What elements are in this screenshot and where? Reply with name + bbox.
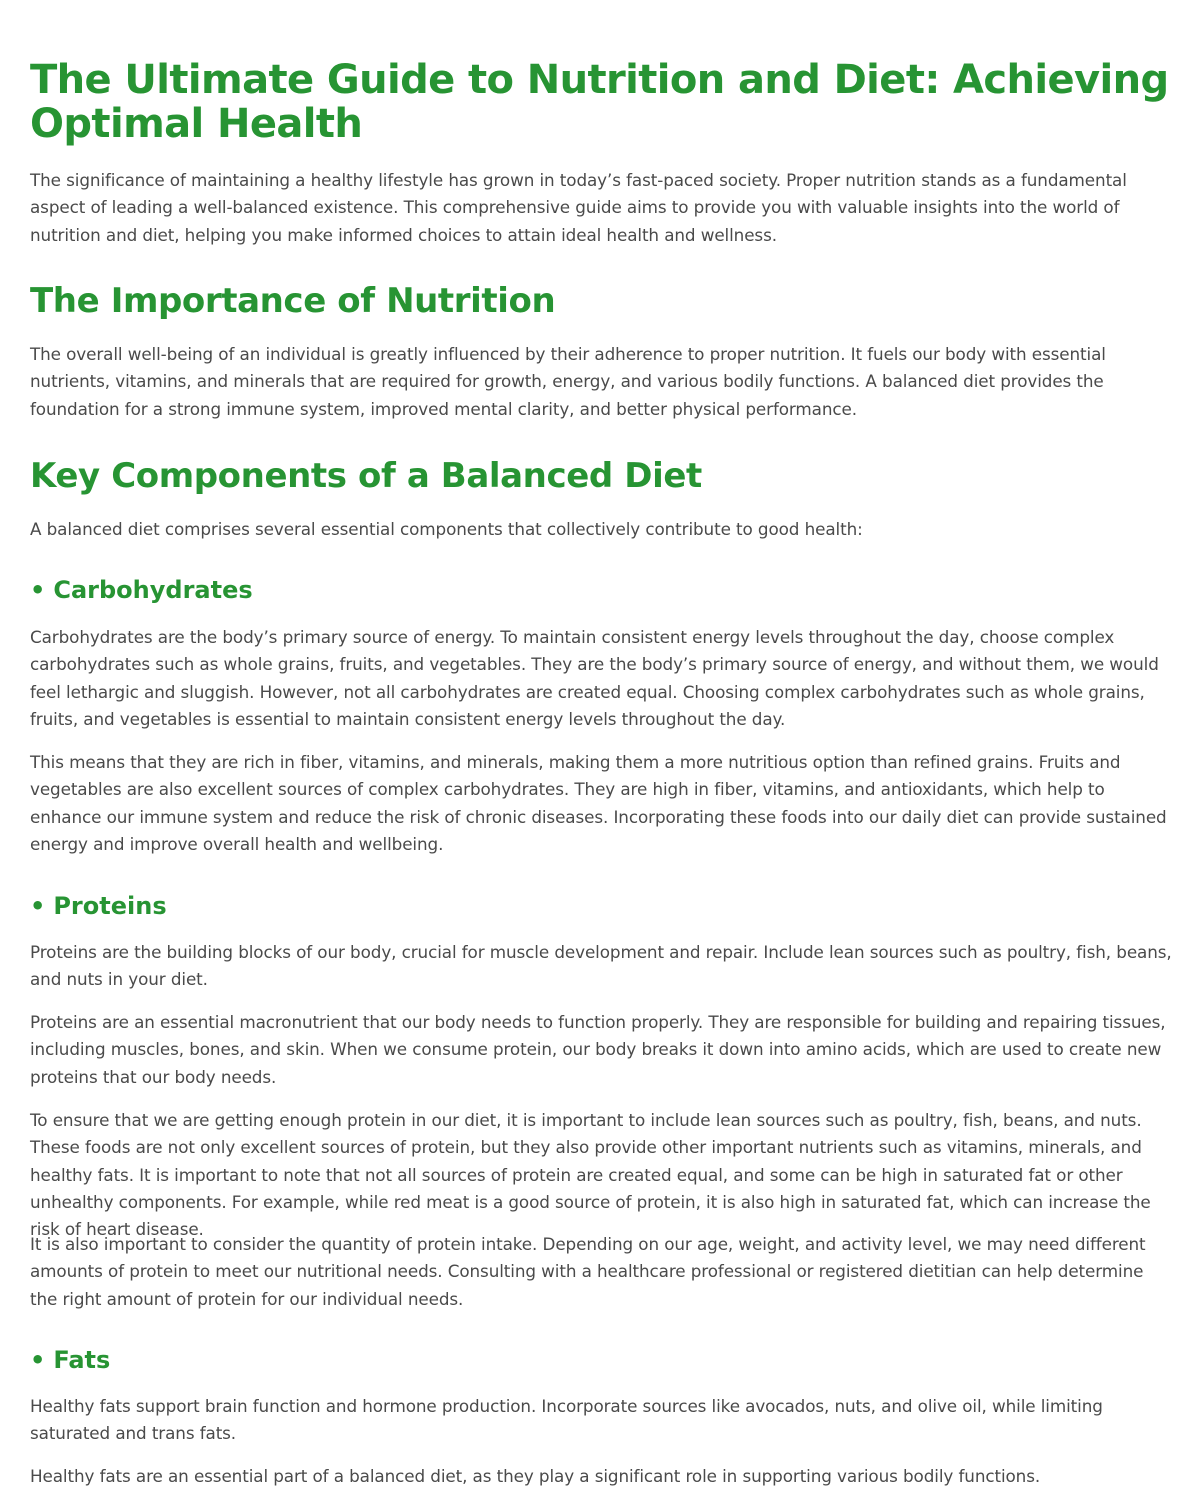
- subheading-label: Carbohydrates: [53, 576, 253, 604]
- carbohydrates-paragraph-2: This means that they are rich in fiber, vitamins, and minerals, making them a more nutritious option than refined grains. Fruits and vegetables are also excellent sources of complex carbohydrates. They are high in fiber, vitamins, and antioxidants, which help to enhance our immune system and reduce the risk of chronic diseases. Incorporating these foods into our daily diet can provide sustained energy and improve overall health and wellbeing.: [30, 752, 1167, 854]
- proteins-paragraph-3: To ensure that we are getting enough protein in our diet, it is important to include lean sources such as poultry, fish, beans, and nuts. These foods are not only excellent sources of protein, but they also provide other important nutrients such as vitamins, minerals, and healthy fats. It is important to note that not all sources of protein are created equal, and some can be high in saturated fat or other unhealthy components. For example, while red meat is a good source of protein, it is also high in saturated fat, which can increase the risk of heart disease.: [30, 1110, 1151, 1240]
- section-heading-components: Key Components of a Balanced Diet: [30, 456, 702, 496]
- fats-paragraph-2: Healthy fats are an essential part of a balanced diet, as they play a significant role in supporting various bodily functions.: [30, 1466, 1041, 1486]
- intro-paragraph: The significance of maintaining a healthy lifestyle has grown in today’s fast-paced society. Proper nutrition stands as a fundamental aspect of leading a well-balanced existence. This comprehensive guide aims to provide you with valuable insights into the world of nutrition and diet, helping you make informed choices to attain ideal health and wellness.: [30, 170, 1127, 245]
- importance-paragraph: The overall well-being of an individual is greatly influenced by their adherence to proper nutrition. It fuels our body with essential nutrients, vitamins, and minerals that are required for growth, energy, and various bodily functions. A balanced diet provides the foundation for a strong immune system, improved mental clarity, and better physical performance.: [30, 344, 1106, 419]
- components-intro-paragraph: A balanced diet comprises several essential components that collectively contribute to good health:: [30, 519, 863, 539]
- subheading-label: Fats: [53, 1346, 111, 1374]
- subheading-carbohydrates: [30, 575, 253, 605]
- subheading-label: Proteins: [53, 892, 167, 920]
- bullet-icon: •: [30, 1346, 46, 1374]
- subheading-proteins: [30, 891, 167, 921]
- subheading-fats: [30, 1345, 110, 1375]
- proteins-paragraph-2: Proteins are an essential macronutrient that our body needs to function properly. They are responsible for building and repairing tissues, including muscles, bones, and skin. When we consume protein, our body breaks it down into amino acids, which are used to create new proteins that our body needs.: [30, 1012, 1166, 1087]
- proteins-paragraph-4: It is also important to consider the quantity of protein intake. Depending on our age, weight, and activity level, we may need different amounts of protein to meet our nutritional needs. Consulting with a healthcare professional or registered dietitian can help determine the right amount of protein for our individual needs.: [30, 1234, 1146, 1309]
- bullet-icon: •: [30, 892, 46, 920]
- page-title: The Ultimate Guide to Nutrition and Diet: Achieving Optimal Health: [30, 57, 1169, 147]
- bullet-icon: •: [30, 576, 46, 604]
- fats-paragraph-1: Healthy fats support brain function and hormone production. Incorporate sources like avocados, nuts, and olive oil, while limiting saturated and trans fats.: [30, 1396, 1103, 1444]
- section-heading-importance: The Importance of Nutrition: [30, 281, 556, 321]
- proteins-paragraph-1: Proteins are the building blocks of our body, crucial for muscle development and repair. Include lean sources such as poultry, fish, beans, and nuts in your diet.: [30, 942, 1172, 990]
- carbohydrates-paragraph-1: Carbohydrates are the body’s primary source of energy. To maintain consistent energy levels throughout the day, choose complex carbohydrates such as whole grains, fruits, and vegetables. They are the body’s primary source of energy, and without them, we would feel lethargic and sluggish. However, not all carbohydrates are created equal. Choosing complex carbohydrates such as whole grains, fruits, and vegetables is essential to maintain consistent energy levels throughout the day.: [30, 627, 1159, 729]
